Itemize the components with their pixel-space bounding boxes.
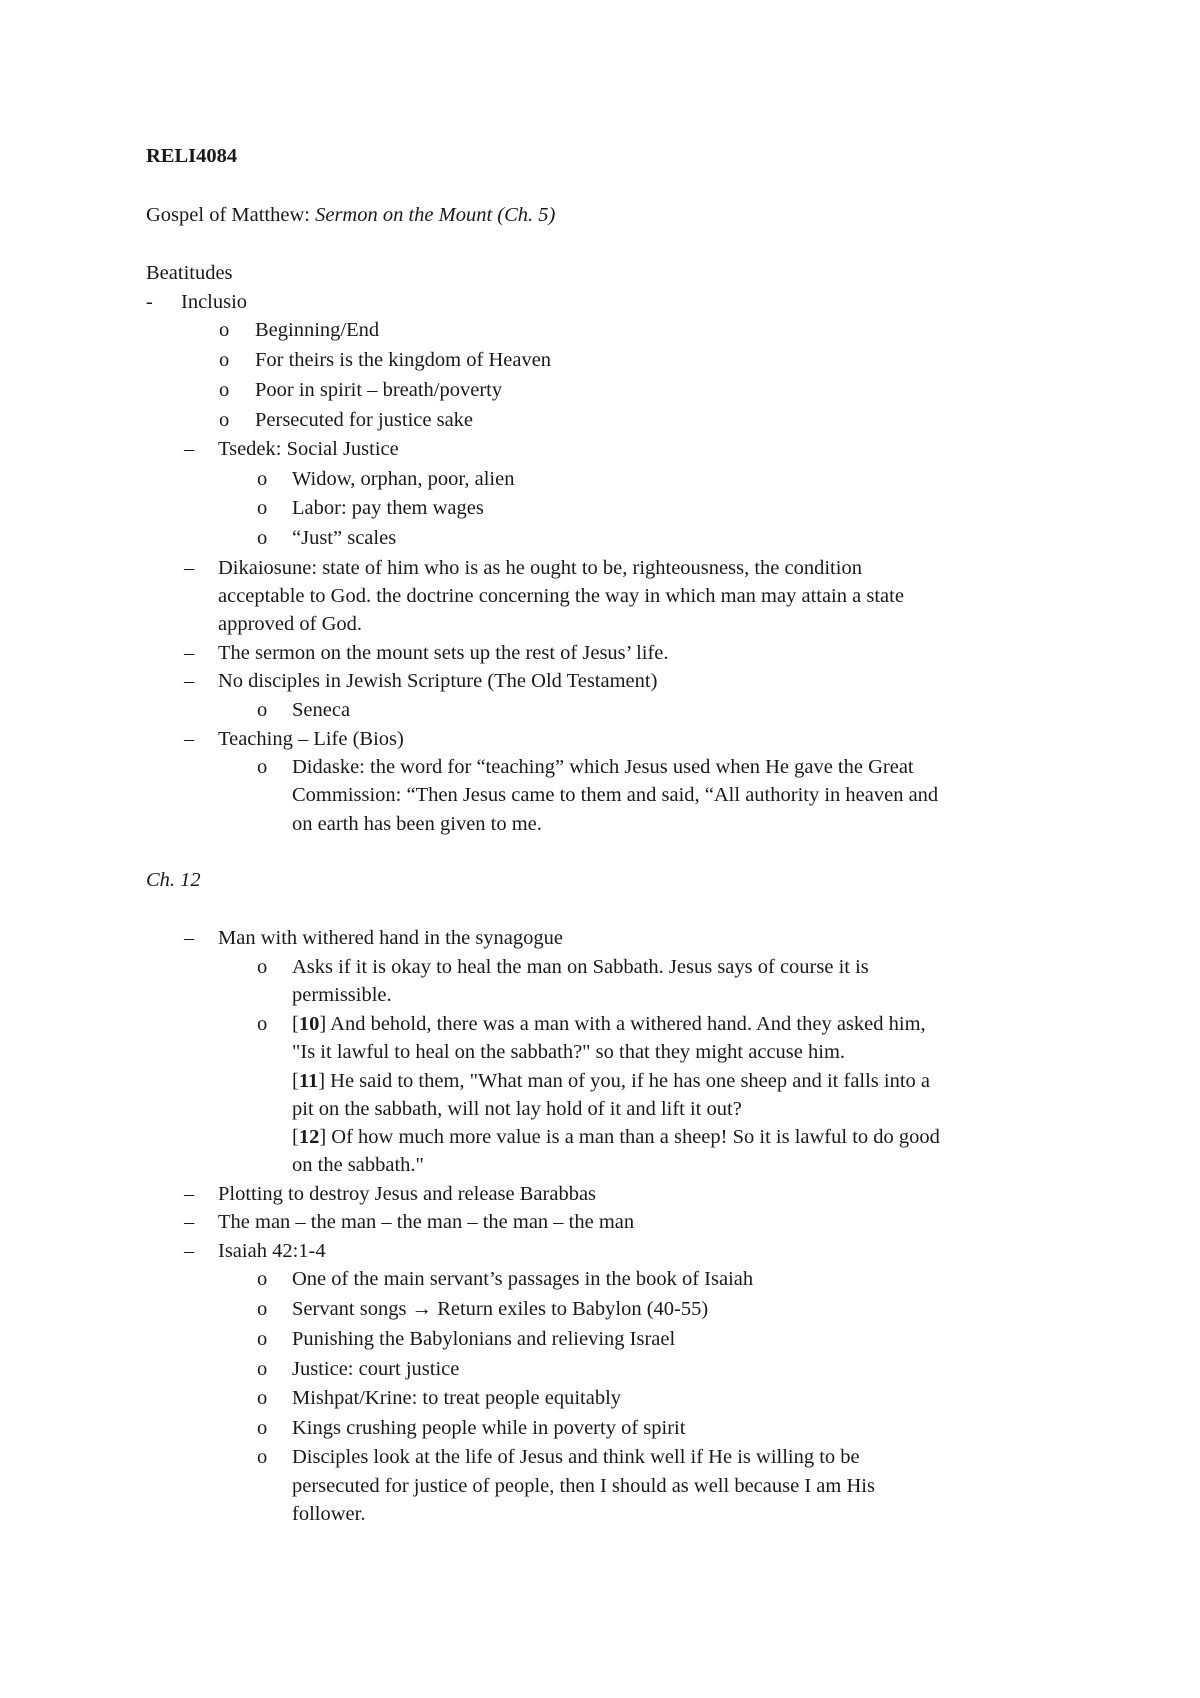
sub-item (292, 1299, 708, 1320)
sub-item: Didaske: the word for “teaching” which Jesus used when He gave the Great (292, 756, 914, 778)
verse-12: [12] Of how much more value is a man than a sheep! So it is lawful to do good (292, 1126, 940, 1148)
circle-bullet: o (257, 1328, 268, 1350)
circle-bullet: o (257, 1417, 268, 1439)
circle-bullet: o (257, 1358, 268, 1380)
circle-bullet: o (257, 468, 268, 490)
verse-11-continuation: pit on the sabbath, will not lay hold of it and lift it out? (292, 1098, 742, 1120)
dash-bullet: – (184, 1183, 195, 1205)
list-item-no-disciples: No disciples in Jewish Scripture (The Old Testament) (218, 670, 658, 692)
circle-bullet: o (257, 527, 268, 549)
list-item-dikaiosune: Dikaiosune: state of him who is as he ought to be, righteousness, the condition (218, 557, 862, 579)
circle-bullet: o (257, 956, 268, 978)
circle-bullet: o (219, 349, 230, 371)
sub-item: Seneca (292, 699, 351, 721)
verse-text: And behold, there was a man with a withered hand. And they asked him, (326, 1013, 926, 1035)
list-item-the-man: The man – the man – the man – the man – the man (218, 1211, 635, 1233)
sub-item-continuation: follower. (292, 1503, 366, 1525)
sub-item: Justice: court justice (292, 1358, 460, 1380)
title-prefix: Gospel of Matthew: (146, 204, 316, 226)
verse-text: Of how much more value is a man than a sheep! So it is lawful to do good (326, 1126, 940, 1148)
dash-bullet: – (184, 1240, 195, 1262)
sub-item-continuation: on earth has been given to me. (292, 813, 542, 835)
sub-item: Mishpat/Krine: to treat people equitably (292, 1387, 622, 1409)
list-item-withered-hand: Man with withered hand in the synagogue (218, 927, 564, 949)
circle-bullet: o (219, 319, 230, 341)
sub-item: “Just” scales (292, 527, 397, 549)
list-item-continuation: approved of God. (218, 613, 363, 635)
title-italic: Sermon on the Mount (Ch. 5) (315, 204, 556, 226)
section-heading-ch12: Ch. 12 (146, 869, 201, 891)
list-item-isaiah: Isaiah 42:1-4 (218, 1240, 326, 1262)
sub-item: Punishing the Babylonians and relieving Israel (292, 1328, 676, 1350)
circle-bullet: o (257, 1446, 268, 1468)
circle-bullet: o (257, 1268, 268, 1290)
circle-bullet: o (257, 1013, 268, 1035)
sub-item-text: Servant songs (292, 1298, 407, 1320)
dash-bullet: – (184, 557, 195, 579)
dash-bullet: - (146, 291, 153, 313)
dash-bullet: – (184, 642, 195, 664)
circle-bullet: o (257, 756, 268, 778)
sub-item: Kings crushing people while in poverty of spirit (292, 1417, 686, 1439)
sub-item: For theirs is the kingdom of Heaven (255, 349, 552, 371)
list-item-plotting: Plotting to destroy Jesus and release Barabbas (218, 1183, 597, 1205)
circle-bullet: o (257, 1387, 268, 1409)
sub-item-continuation: permissible. (292, 984, 392, 1006)
dash-bullet: – (184, 927, 195, 949)
sub-item: Labor: pay them wages (292, 497, 484, 519)
circle-bullet: o (257, 497, 268, 519)
dash-bullet: – (184, 1211, 195, 1233)
verse-number: 12 (298, 1126, 320, 1148)
sub-item: Disciples look at the life of Jesus and think well if He is willing to be (292, 1446, 860, 1468)
circle-bullet: o (219, 379, 230, 401)
sub-item-continuation: Commission: “Then Jesus came to them and said, “All authority in heaven and (292, 784, 939, 806)
verse-11: [11] He said to them, "What man of you, if he has one sheep and it falls into a (292, 1070, 931, 1092)
list-item-continuation: acceptable to God. the doctrine concerning the way in which man may attain a state (218, 585, 904, 607)
verse-text: He said to them, "What man of you, if he has one sheep and it falls into a (325, 1070, 931, 1092)
beatitudes-heading: Beatitudes (146, 262, 233, 284)
verse-10-continuation: "Is it lawful to heal on the sabbath?" so that they might accuse him. (292, 1041, 846, 1063)
dash-bullet: – (184, 728, 195, 750)
dash-bullet: – (184, 670, 195, 692)
course-code: RELI4084 (146, 145, 238, 167)
sub-item: Beginning/End (255, 319, 380, 341)
page-title (146, 205, 555, 226)
verse-12-continuation: on the sabbath." (292, 1154, 424, 1176)
circle-bullet: o (257, 699, 268, 721)
circle-bullet: o (257, 1298, 268, 1320)
list-item-teaching: Teaching – Life (Bios) (218, 728, 404, 750)
verse-number: 10 (298, 1013, 320, 1035)
sub-item: Persecuted for justice sake (255, 409, 474, 431)
sub-item-continuation: persecuted for justice of people, then I should as well because I am His (292, 1475, 875, 1497)
sub-item: Poor in spirit – breath/poverty (255, 379, 503, 401)
list-item-tsedek: Tsedek: Social Justice (218, 438, 399, 460)
right-arrow-icon: → (411, 1298, 433, 1320)
list-item-inclusio: Inclusio (181, 291, 248, 313)
circle-bullet: o (219, 409, 230, 431)
sub-item: Asks if it is okay to heal the man on Sabbath. Jesus says of course it is (292, 956, 869, 978)
sub-item: One of the main servant’s passages in the book of Isaiah (292, 1268, 754, 1290)
list-item-sermon: The sermon on the mount sets up the rest of Jesus’ life. (218, 642, 669, 664)
sub-item: Widow, orphan, poor, alien (292, 468, 515, 490)
sub-item-text: Return exiles to Babylon (40-55) (432, 1298, 709, 1320)
verse-number: 11 (298, 1070, 319, 1092)
dash-bullet: – (184, 438, 195, 460)
verse-10: [10] And behold, there was a man with a withered hand. And they asked him, (292, 1013, 926, 1035)
